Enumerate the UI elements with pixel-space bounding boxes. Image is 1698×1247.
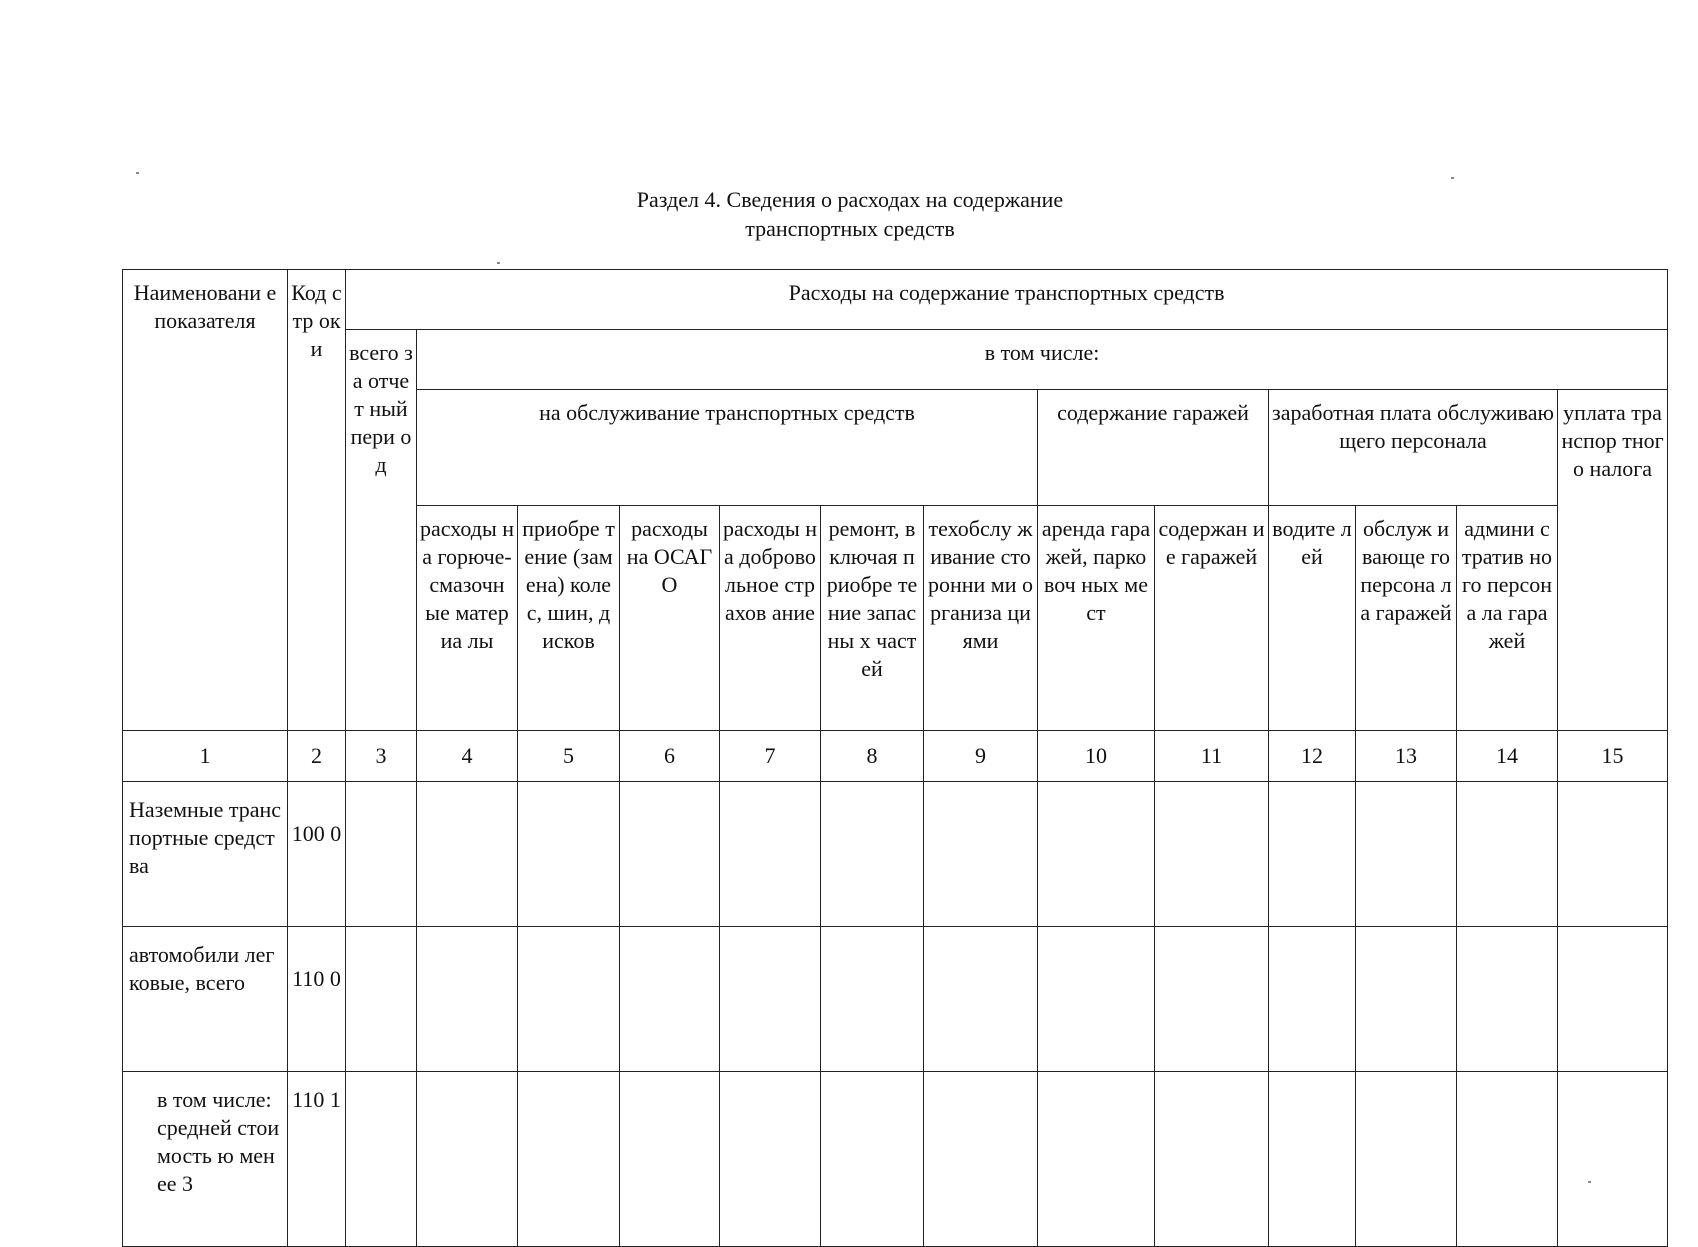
data-cell: [620, 1072, 720, 1247]
data-cell: [417, 1072, 518, 1247]
data-cell: [1269, 782, 1356, 927]
data-cell: [1038, 1072, 1155, 1247]
scan-speck: [1588, 1181, 1591, 1183]
header-col-voluntary: расходы на доброво льное страхов ание: [720, 506, 821, 731]
data-cell: [924, 1072, 1038, 1247]
column-number: 7: [720, 731, 821, 782]
column-number: 9: [924, 731, 1038, 782]
data-cell: [417, 927, 518, 1072]
column-number: 2: [288, 731, 346, 782]
header-transport-tax: уплата транспор тного налога: [1558, 390, 1668, 731]
column-number: 15: [1558, 731, 1668, 782]
column-number: 11: [1155, 731, 1269, 782]
data-cell: [417, 782, 518, 927]
column-number: 3: [346, 731, 417, 782]
header-col-fuel: расходы на горюче- смазочн ые материа лы: [417, 506, 518, 731]
data-cell: [1558, 927, 1668, 1072]
column-number: 1: [123, 731, 288, 782]
scan-speck: [497, 262, 500, 264]
scan-speck: [136, 172, 139, 174]
data-cell: [821, 782, 924, 927]
data-cell: [821, 927, 924, 1072]
data-cell: [924, 927, 1038, 1072]
data-cell: [346, 782, 417, 927]
header-col-drivers: водите лей: [1269, 506, 1356, 731]
row-label: в том числе: средней стоимость ю менее 3: [123, 1072, 288, 1247]
data-cell: [1269, 1072, 1356, 1247]
row-code: 100 0: [288, 782, 346, 927]
header-indicator-name: Наименовани е показателя: [123, 270, 288, 731]
header-garages-group: содержание гаражей: [1038, 390, 1269, 506]
data-cell: [346, 1072, 417, 1247]
header-row-code: Код стр оки: [288, 270, 346, 731]
data-cell: [720, 1072, 821, 1247]
data-cell: [1558, 782, 1668, 927]
column-number: 14: [1457, 731, 1558, 782]
data-cell: [720, 782, 821, 927]
header-col-third-party: техобслу живание сторонни ми организа циями: [924, 506, 1038, 731]
section-title-line1: Раздел 4. Сведения о расходах на содержание: [636, 187, 1064, 212]
data-cell: [1038, 782, 1155, 927]
row-code: 110 1: [288, 1072, 346, 1247]
header-col-admin-staff: админи стратив ного персона ла гаражей: [1457, 506, 1558, 731]
data-cell: [1038, 927, 1155, 1072]
column-number: 8: [821, 731, 924, 782]
header-maintenance-group: на обслуживание транспортных средств: [417, 390, 1038, 506]
column-number: 13: [1356, 731, 1457, 782]
header-total-period: всего за отчет ный пери од: [346, 330, 417, 731]
data-cell: [518, 927, 620, 1072]
data-cell: [1457, 927, 1558, 1072]
data-cell: [1457, 1072, 1558, 1247]
column-number: 12: [1269, 731, 1356, 782]
header-including: в том числе:: [417, 330, 1668, 390]
row-label: Наземные транспортные средства: [123, 782, 288, 927]
data-cell: [346, 927, 417, 1072]
table-row: [123, 927, 1668, 1072]
data-cell: [1356, 782, 1457, 927]
table-row: [123, 1072, 1668, 1247]
data-cell: [1457, 782, 1558, 927]
section-title-line2: транспортных средств: [745, 216, 955, 241]
data-cell: [1356, 1072, 1457, 1247]
header-col-wheels: приобре тение (замена) колес, шин, дисков: [518, 506, 620, 731]
data-cell: [821, 1072, 924, 1247]
data-cell: [1356, 927, 1457, 1072]
table-row: [123, 782, 1668, 927]
transport-expenses-table: [122, 269, 1668, 1247]
column-number: 10: [1038, 731, 1155, 782]
row-label: автомобили легковые, всего: [123, 927, 288, 1072]
data-cell: [924, 782, 1038, 927]
data-cell: [1269, 927, 1356, 1072]
data-cell: [720, 927, 821, 1072]
column-number: 6: [620, 731, 720, 782]
scan-speck: [1451, 177, 1454, 179]
section-title: [560, 185, 1140, 243]
data-cell: [620, 782, 720, 927]
header-col-repair: ремонт, включая приобре тение запасны х частей: [821, 506, 924, 731]
data-cell: [1155, 1072, 1269, 1247]
data-cell: [1558, 1072, 1668, 1247]
header-col-garage-upkeep: содержан ие гаражей: [1155, 506, 1269, 731]
header-expenses-group: Расходы на содержание транспортных средств: [346, 270, 1668, 330]
header-col-osago: расходы на ОСАГО: [620, 506, 720, 731]
row-code: 110 0: [288, 927, 346, 1072]
data-cell: [518, 1072, 620, 1247]
data-cell: [1155, 782, 1269, 927]
data-cell: [518, 782, 620, 927]
column-number: 4: [417, 731, 518, 782]
column-numbers-row: [123, 731, 1668, 782]
column-number: 5: [518, 731, 620, 782]
header-col-service-staff: обслуж ивающе го персона ла гаражей: [1356, 506, 1457, 731]
header-col-rent: аренда гаражей, парковоч ных мест: [1038, 506, 1155, 731]
header-salary-group: заработная плата обслуживающего персонала: [1269, 390, 1558, 506]
data-cell: [620, 927, 720, 1072]
data-cell: [1155, 927, 1269, 1072]
